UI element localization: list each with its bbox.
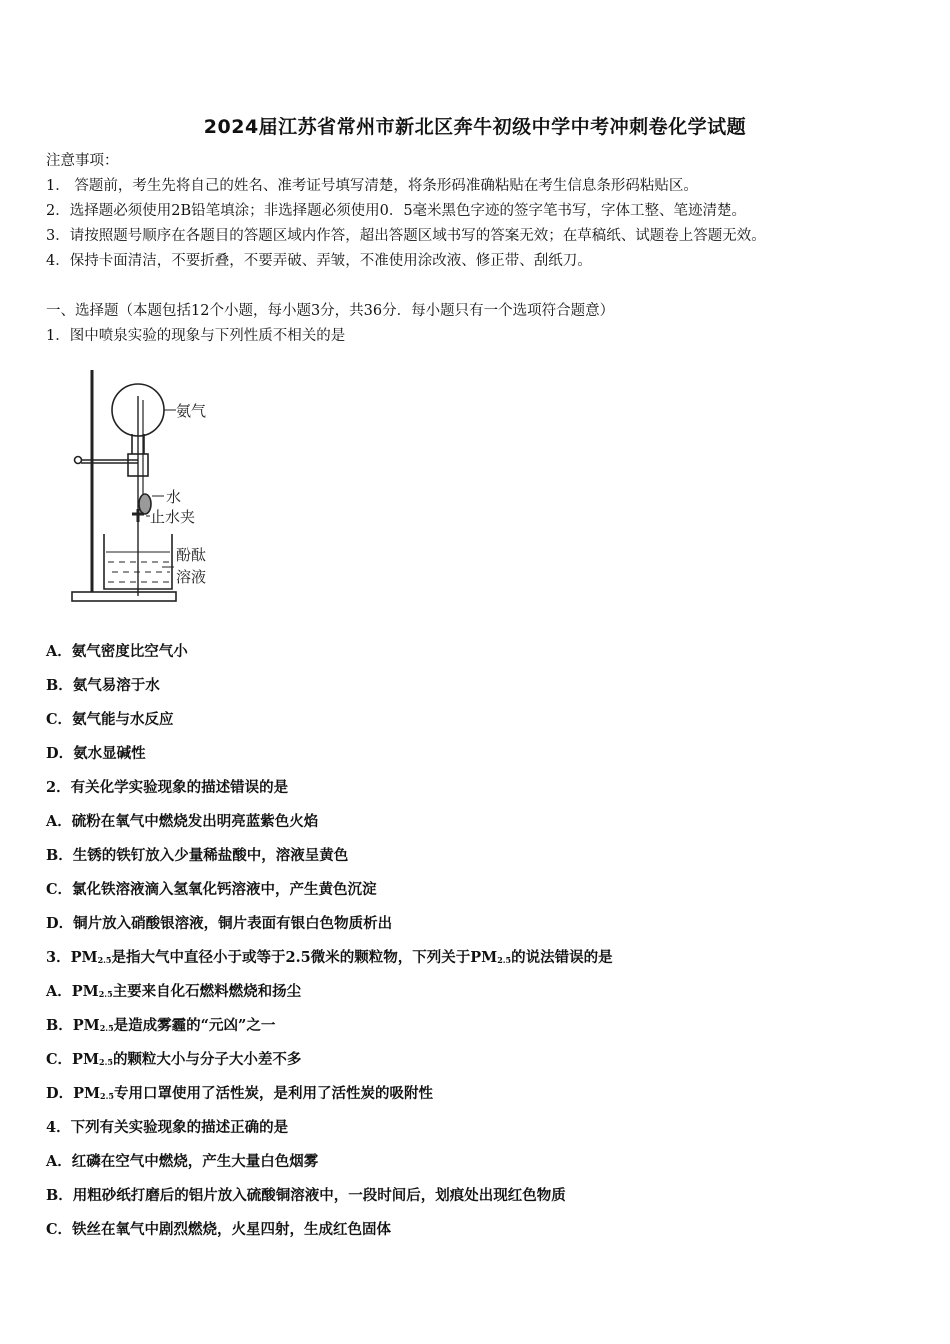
notice-item-1: 1． 答题前，考生先将自己的姓名、准考证号填写清楚，将条形码准确粘贴在考生信息条形码粘贴区。 [46, 178, 698, 194]
q4-option-c: C．铁丝在氧气中剧烈燃烧，火星四射，生成红色固体 [46, 1221, 392, 1238]
q3-option-b: B．$PM_{2.5}$是造成雾霾的“元凶”之一 [46, 1017, 276, 1034]
fountain-experiment-diagram [66, 366, 226, 608]
label-solution: 溶液 [176, 568, 207, 586]
notice-item-2: 2．选择题必须使用2B铅笔填涂；非选择题必须使用0．5毫米黑色字迹的签字笔书写，字体工整、笔迹清楚。 [46, 203, 747, 219]
q1-option-b: B．氨气易溶于水 [46, 677, 160, 694]
q2-option-c: C．氯化铁溶液滴入氢氧化钙溶液中，产生黄色沉淀 [46, 881, 377, 898]
q2-option-b: B．生锈的铁钉放入少量稀盐酸中，溶液呈黄色 [46, 847, 349, 864]
section-heading: 一、选择题（本题包括12个小题，每小题3分，共36分．每小题只有一个选项符合题意） [46, 303, 615, 319]
notice-heading: 注意事项： [46, 153, 119, 169]
clamp-screw [75, 457, 82, 464]
q2-option-d: D．铜片放入硝酸银溶液，铜片表面有银白色物质析出 [46, 915, 393, 932]
label-phenolphthalein: 酚酞 [176, 546, 207, 564]
q3-option-d: D．$PM_{2.5}$专用口罩使用了活性炭，是利用了活性炭的吸附性 [46, 1085, 433, 1102]
exam-title: 2024届江苏省常州市新北区奔牛初级中学中考冲刺卷化学试题 [203, 116, 747, 138]
notice-item-3: 3．请按照题号顺序在各题目的答题区域内作答，超出答题区域书写的答案无效；在草稿纸、试题卷上答题无效。 [46, 228, 766, 244]
q3-option-c: C．$PM_{2.5}$的颗粒大小与分子大小差不多 [46, 1051, 302, 1068]
liquid-hatching [108, 562, 170, 582]
q2-option-a: A．硫粉在氧气中燃烧发出明亮蓝紫色火焰 [46, 813, 319, 830]
stand-base [72, 592, 176, 601]
q3-option-a: A．$PM_{2.5}$主要来自化石燃料燃烧和扬尘 [46, 983, 302, 1000]
q4-option-b: B．用粗砂纸打磨后的铝片放入硫酸铜溶液中，一段时间后，划痕处出现红色物质 [46, 1187, 566, 1204]
q4-option-a: A．红磷在空气中燃烧，产生大量白色烟雾 [46, 1153, 319, 1170]
question-1-stem: 1．图中喷泉实验的现象与下列性质不相关的是 [46, 328, 346, 344]
question-4-stem: 4．下列有关实验现象的描述正确的是 [46, 1119, 289, 1136]
q1-option-c: C．氨气能与水反应 [46, 711, 174, 728]
label-ammonia: 氨气 [176, 402, 207, 420]
question-2-stem: 2．有关化学实验现象的描述错误的是 [46, 779, 289, 796]
label-clamp: 止水夹 [150, 508, 196, 526]
question-3-stem: 3．$PM_{2.5}$是指大气中直径小于或等于2.5微米的颗粒物，下列关于$PM_{2.5}$的说法错误的是 [46, 949, 613, 966]
q1-option-d: D．氨水显碱性 [46, 745, 146, 762]
q1-option-a: A．氨气密度比空气小 [46, 643, 188, 660]
label-water: 水 [166, 488, 182, 506]
notice-item-4: 4．保持卡面清洁，不要折叠，不要弄破、弄皱，不准使用涂改液、修正带、刮纸刀。 [46, 253, 592, 269]
